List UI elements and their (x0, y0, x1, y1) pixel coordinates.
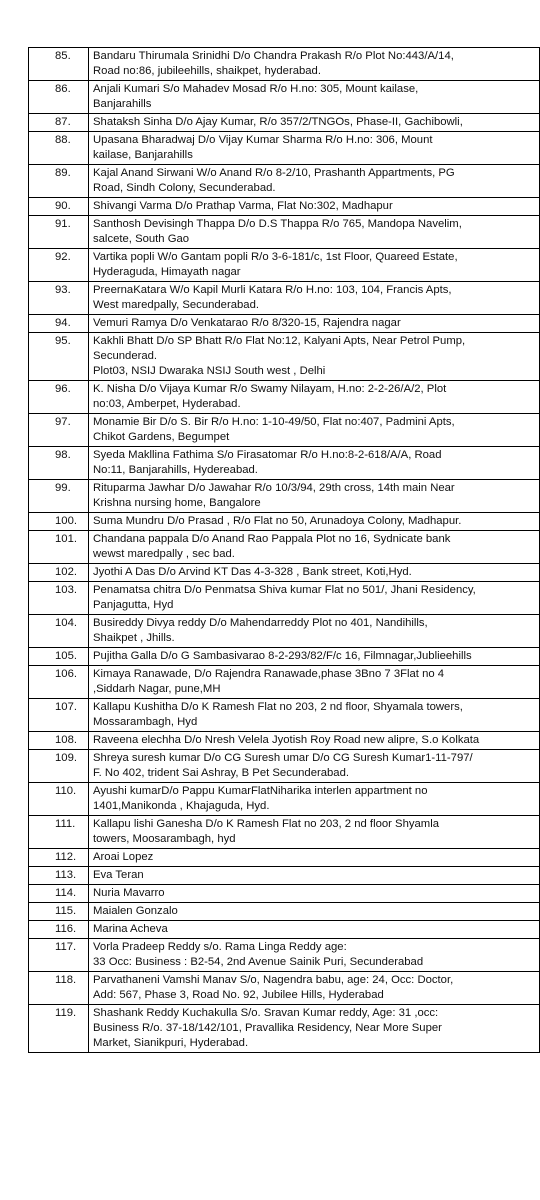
table-row (29, 513, 540, 531)
serial-number-cell: 114. (29, 885, 89, 903)
table-row (29, 564, 540, 582)
serial-number-cell: 95. (29, 333, 89, 381)
name-address-cell: Kallapu lishi Ganesha D/o K Ramesh Flat no 203, 2 nd floor Shyamla towers, Moosarambagh, hyd (89, 816, 540, 849)
table-row (29, 249, 540, 282)
name-address-cell: Ayushi kumarD/o Pappu KumarFlatNiharika interlen appartment no 1401,Manikonda , Khajaguda, Hyd. (89, 783, 540, 816)
name-address-cell: Anjali Kumari S/o Mahadev Mosad R/o H.no: 305, Mount kailase, Banjarahills (89, 81, 540, 114)
serial-number-cell: 104. (29, 615, 89, 648)
name-address-cell: Maialen Gonzalo (89, 903, 540, 921)
name-address-cell: Vartika popli W/o Gantam popli R/o 3-6-181/c, 1st Floor, Quareed Estate, Hyderaguda, Himayath nagar (89, 249, 540, 282)
table-row (29, 381, 540, 414)
table-row (29, 48, 540, 81)
serial-number-cell: 87. (29, 114, 89, 132)
table-row (29, 921, 540, 939)
table-row (29, 867, 540, 885)
table-row (29, 750, 540, 783)
table-row (29, 849, 540, 867)
name-address-cell: Raveena elechha D/o Nresh Velela Jyotish Roy Road new alipre, S.o Kolkata (89, 732, 540, 750)
serial-number-cell: 85. (29, 48, 89, 81)
table-row (29, 282, 540, 315)
serial-number-cell: 89. (29, 165, 89, 198)
serial-number-cell: 105. (29, 648, 89, 666)
serial-number-cell: 112. (29, 849, 89, 867)
name-address-cell: Pujitha Galla D/o G Sambasivarao 8-2-293/82/F/c 16, Filmnagar,Jublieehills (89, 648, 540, 666)
table-row (29, 615, 540, 648)
table-row (29, 531, 540, 564)
serial-number-cell: 96. (29, 381, 89, 414)
name-address-cell: Marina Acheva (89, 921, 540, 939)
name-address-cell: Suma Mundru D/o Prasad , R/o Flat no 50, Arunadoya Colony, Madhapur. (89, 513, 540, 531)
serial-number-cell: 110. (29, 783, 89, 816)
table-row (29, 666, 540, 699)
table-row (29, 480, 540, 513)
name-address-cell: Santhosh Devisingh Thappa D/o D.S Thappa R/o 765, Mandopa Navelim, salcete, South Gao (89, 216, 540, 249)
name-address-cell: Upasana Bharadwaj D/o Vijay Kumar Sharma R/o H.no: 306, Mount kailase, Banjarahills (89, 132, 540, 165)
name-address-cell: Shashank Reddy Kuchakulla S/o. Sravan Kumar reddy, Age: 31 ,occ: Business R/o. 37-18/142/101, Pravallika Residency, Near More Super Market, Sianikpuri, Hyderabad. (89, 1005, 540, 1053)
name-address-cell: Kallapu Kushitha D/o K Ramesh Flat no 203, 2 nd floor, Shyamala towers, Mossarambagh, Hyd (89, 699, 540, 732)
name-address-cell: Bandaru Thirumala Srinidhi D/o Chandra Prakash R/o Plot No:443/A/14, Road no:86, jubileehills, shaikpet, hyderabad. (89, 48, 540, 81)
name-address-cell: PreernaKatara W/o Kapil Murli Katara R/o H.no: 103, 104, Francis Apts, West maredpally, Secunderabad. (89, 282, 540, 315)
serial-number-cell: 111. (29, 816, 89, 849)
serial-number-cell: 98. (29, 447, 89, 480)
name-address-cell: Shataksh Sinha D/o Ajay Kumar, R/o 357/2/TNGOs, Phase-II, Gachibowli, (89, 114, 540, 132)
serial-number-cell: 109. (29, 750, 89, 783)
table-row (29, 81, 540, 114)
table-row (29, 216, 540, 249)
table-row (29, 582, 540, 615)
name-address-cell: Eva Teran (89, 867, 540, 885)
name-address-cell: Aroai Lopez (89, 849, 540, 867)
table-row (29, 783, 540, 816)
serial-number-cell: 100. (29, 513, 89, 531)
table-row (29, 198, 540, 216)
serial-number-cell: 106. (29, 666, 89, 699)
serial-number-cell: 116. (29, 921, 89, 939)
name-address-cell: Rituparma Jawhar D/o Jawahar R/o 10/3/94, 29th cross, 14th main Near Krishna nursing home, Bangalore (89, 480, 540, 513)
name-address-cell: Penamatsa chitra D/o Penmatsa Shiva kumar Flat no 501/, Jhani Residency, Panjagutta, Hyd (89, 582, 540, 615)
table-row (29, 165, 540, 198)
table-row (29, 315, 540, 333)
serial-number-cell: 102. (29, 564, 89, 582)
table-row (29, 1005, 540, 1053)
serial-number-cell: 88. (29, 132, 89, 165)
serial-number-cell: 97. (29, 414, 89, 447)
serial-number-cell: 117. (29, 939, 89, 972)
name-address-cell: Nuria Mavarro (89, 885, 540, 903)
name-address-cell: Chandana pappala D/o Anand Rao Pappala Plot no 16, Sydnicate bank wewst maredpally , sec bad. (89, 531, 540, 564)
serial-number-cell: 113. (29, 867, 89, 885)
name-address-cell: Vemuri Ramya D/o Venkatarao R/o 8/320-15, Rajendra nagar (89, 315, 540, 333)
serial-number-cell: 101. (29, 531, 89, 564)
name-address-cell: Syeda Makllina Fathima S/o Firasatomar R/o H.no:8-2-618/A/A, Road No:11, Banjarahills, Hydereabad. (89, 447, 540, 480)
serial-number-cell: 92. (29, 249, 89, 282)
name-address-cell: Parvathaneni Vamshi Manav S/o, Nagendra babu, age: 24, Occ: Doctor, Add: 567, Phase 3, Road No. 92, Jubilee Hills, Hyderabad (89, 972, 540, 1005)
serial-number-cell: 93. (29, 282, 89, 315)
table-body (29, 48, 540, 1053)
table-row (29, 447, 540, 480)
table-row (29, 132, 540, 165)
serial-number-cell: 99. (29, 480, 89, 513)
table-row (29, 732, 540, 750)
serial-number-cell: 94. (29, 315, 89, 333)
table-row (29, 414, 540, 447)
serial-number-cell: 119. (29, 1005, 89, 1053)
table-row (29, 699, 540, 732)
table-row (29, 903, 540, 921)
table-row (29, 972, 540, 1005)
name-address-cell: Busireddy Divya reddy D/o Mahendarreddy Plot no 401, Nandihills, Shaikpet , Jhills. (89, 615, 540, 648)
serial-number-cell: 118. (29, 972, 89, 1005)
table-row (29, 114, 540, 132)
name-address-cell: K. Nisha D/o Vijaya Kumar R/o Swamy Nilayam, H.no: 2-2-26/A/2, Plot no:03, Amberpet, Hyderabad. (89, 381, 540, 414)
address-list-table (28, 47, 540, 1053)
name-address-cell: Monamie Bir D/o S. Bir R/o H.no: 1-10-49/50, Flat no:407, Padmini Apts, Chikot Gardens, Begumpet (89, 414, 540, 447)
table-row (29, 816, 540, 849)
table-row (29, 939, 540, 972)
serial-number-cell: 91. (29, 216, 89, 249)
name-address-cell: Shreya suresh kumar D/o CG Suresh umar D/o CG Suresh Kumar1-11-797/ F. No 402, trident Sai Ashray, B Pet Secunderabad. (89, 750, 540, 783)
name-address-cell: Kakhli Bhatt D/o SP Bhatt R/o Flat No:12, Kalyani Apts, Near Petrol Pump, Secunderad. Plot03, NSIJ Dwaraka NSIJ South west , Delhi (89, 333, 540, 381)
serial-number-cell: 115. (29, 903, 89, 921)
name-address-cell: Vorla Pradeep Reddy s/o. Rama Linga Reddy age: 33 Occ: Business : B2-54, 2nd Avenue Sainik Puri, Secunderabad (89, 939, 540, 972)
name-address-cell: Kajal Anand Sirwani W/o Anand R/o 8-2/10, Prashanth Appartments, PG Road, Sindh Colony, Secunderabad. (89, 165, 540, 198)
serial-number-cell: 107. (29, 699, 89, 732)
name-address-cell: Jyothi A Das D/o Arvind KT Das 4-3-328 , Bank street, Koti,Hyd. (89, 564, 540, 582)
serial-number-cell: 103. (29, 582, 89, 615)
name-address-cell: Kimaya Ranawade, D/o Rajendra Ranawade,phase 3Bno 7 3Flat no 4 ,Siddarh Nagar, pune,MH (89, 666, 540, 699)
table-row (29, 333, 540, 381)
table-row (29, 885, 540, 903)
serial-number-cell: 86. (29, 81, 89, 114)
serial-number-cell: 108. (29, 732, 89, 750)
serial-number-cell: 90. (29, 198, 89, 216)
name-address-cell: Shivangi Varma D/o Prathap Varma, Flat No:302, Madhapur (89, 198, 540, 216)
table-row (29, 648, 540, 666)
